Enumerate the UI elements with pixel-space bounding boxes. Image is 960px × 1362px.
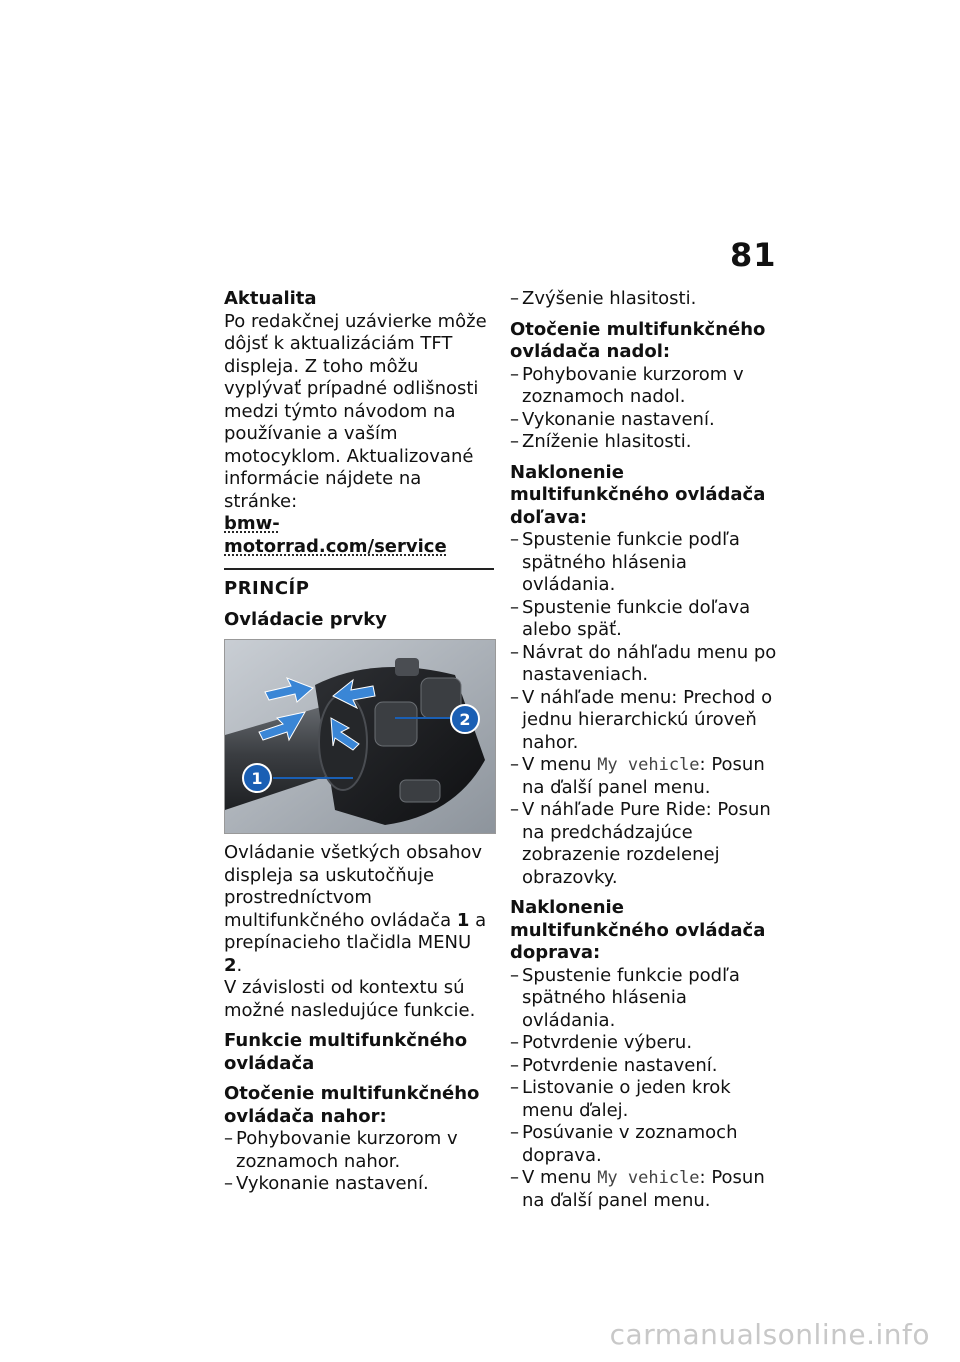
watermark: carmanualsonline.info <box>609 1318 930 1351</box>
tilt-left-heading: Naklonenie multifunkčného ovládača doľava: <box>510 461 766 528</box>
callout-2-label: 2 <box>459 710 471 729</box>
list-item: – Vykonanie nastavení. <box>510 409 780 432</box>
list-item: – V náhľade menu: Prechod o jednu hierarchickú úroveň nahor. <box>510 687 780 755</box>
callout-1-label: 1 <box>251 769 263 788</box>
context-paragraph: V závislosti od kontextu sú možné nasledujúce funkcie. <box>224 977 476 1021</box>
list-item: – Spustenie funkcie podľa spätného hlásenia ovládania. <box>510 965 780 1033</box>
turn-up-list-cont <box>510 288 780 311</box>
subsection-title: Ovládacie prvky <box>224 608 387 630</box>
list-item: – V menu My vehicle: Posun na ďalší panel menu. <box>510 754 780 799</box>
list-item: – Potvrdenie výberu. <box>510 1032 780 1055</box>
list-item: – Posúvanie v zoznamoch doprava. <box>510 1122 780 1167</box>
tilt-left-list <box>510 529 780 889</box>
controls-paragraph: Ovládanie všetkých obsahov displeja sa uskutočňuje prostredníctvom multifunkčného ovládača 1 a prepínacieho tlačidla MENU 2. <box>224 842 487 976</box>
list-item: – Zvýšenie hlasitosti. <box>510 288 780 311</box>
list-item: – Listovanie o jeden krok menu ďalej. <box>510 1077 780 1122</box>
top-button-shape <box>395 658 419 676</box>
left-column <box>224 288 494 1196</box>
menu-code: My vehicle <box>597 755 700 775</box>
section-title: PRINCÍP <box>224 578 310 599</box>
aktualita-heading: Aktualita <box>224 288 317 309</box>
page-number: 81 <box>730 236 777 274</box>
right-column <box>510 288 780 1212</box>
list-item: – Potvrdenie nastavení. <box>510 1055 780 1078</box>
turn-down-heading: Otočenie multifunkčného ovládača nadol: <box>510 318 766 362</box>
handlebar-illustration <box>225 640 495 833</box>
menu-code: My vehicle <box>597 1168 700 1188</box>
list-item: – Vykonanie nastavení. <box>224 1173 494 1196</box>
section-divider <box>224 568 494 570</box>
list-item: – V menu My vehicle: Posun na ďalší panel menu. <box>510 1167 780 1212</box>
tilt-right-list <box>510 965 780 1213</box>
list-item: – V náhľade Pure Ride: Posun na predchádzajúce zobrazenie rozdelenej obrazovky. <box>510 799 780 889</box>
functions-heading: Funkcie multifunkčného ovládača <box>224 1030 468 1074</box>
service-link[interactable]: bmw-motorrad.com/service <box>224 513 447 557</box>
aktualita-text: Po redakčnej uzávierke môže dôjsť k aktualizáciám TFT displeja. Z toho môžu vyplývať prípadné odlišnosti medzi týmto návodom na používanie a vaším motocyklom. Aktualizované informácie nájdete na stránke: <box>224 310 487 512</box>
handlebar-controls-figure <box>224 639 496 834</box>
turn-up-heading: Otočenie multifunkčného ovládača nahor: <box>224 1083 480 1127</box>
list-item: – Pohybovanie kurzorom v zoznamoch nadol. <box>510 364 780 409</box>
list-item: – Spustenie funkcie podľa spätného hlásenia ovládania. <box>510 529 780 597</box>
turn-down-list <box>510 364 780 454</box>
menu-button-shape <box>375 702 417 746</box>
list-item: – Návrat do náhľadu menu po nastaveniach. <box>510 642 780 687</box>
list-item: – Pohybovanie kurzorom v zoznamoch nahor. <box>224 1128 494 1173</box>
list-item: – Spustenie funkcie doľava alebo späť. <box>510 597 780 642</box>
tilt-right-heading: Naklonenie multifunkčného ovládača doprava: <box>510 897 766 963</box>
lower-button-shape <box>400 780 440 802</box>
turn-up-list <box>224 1128 494 1196</box>
list-item: – Zníženie hlasitosti. <box>510 431 780 454</box>
